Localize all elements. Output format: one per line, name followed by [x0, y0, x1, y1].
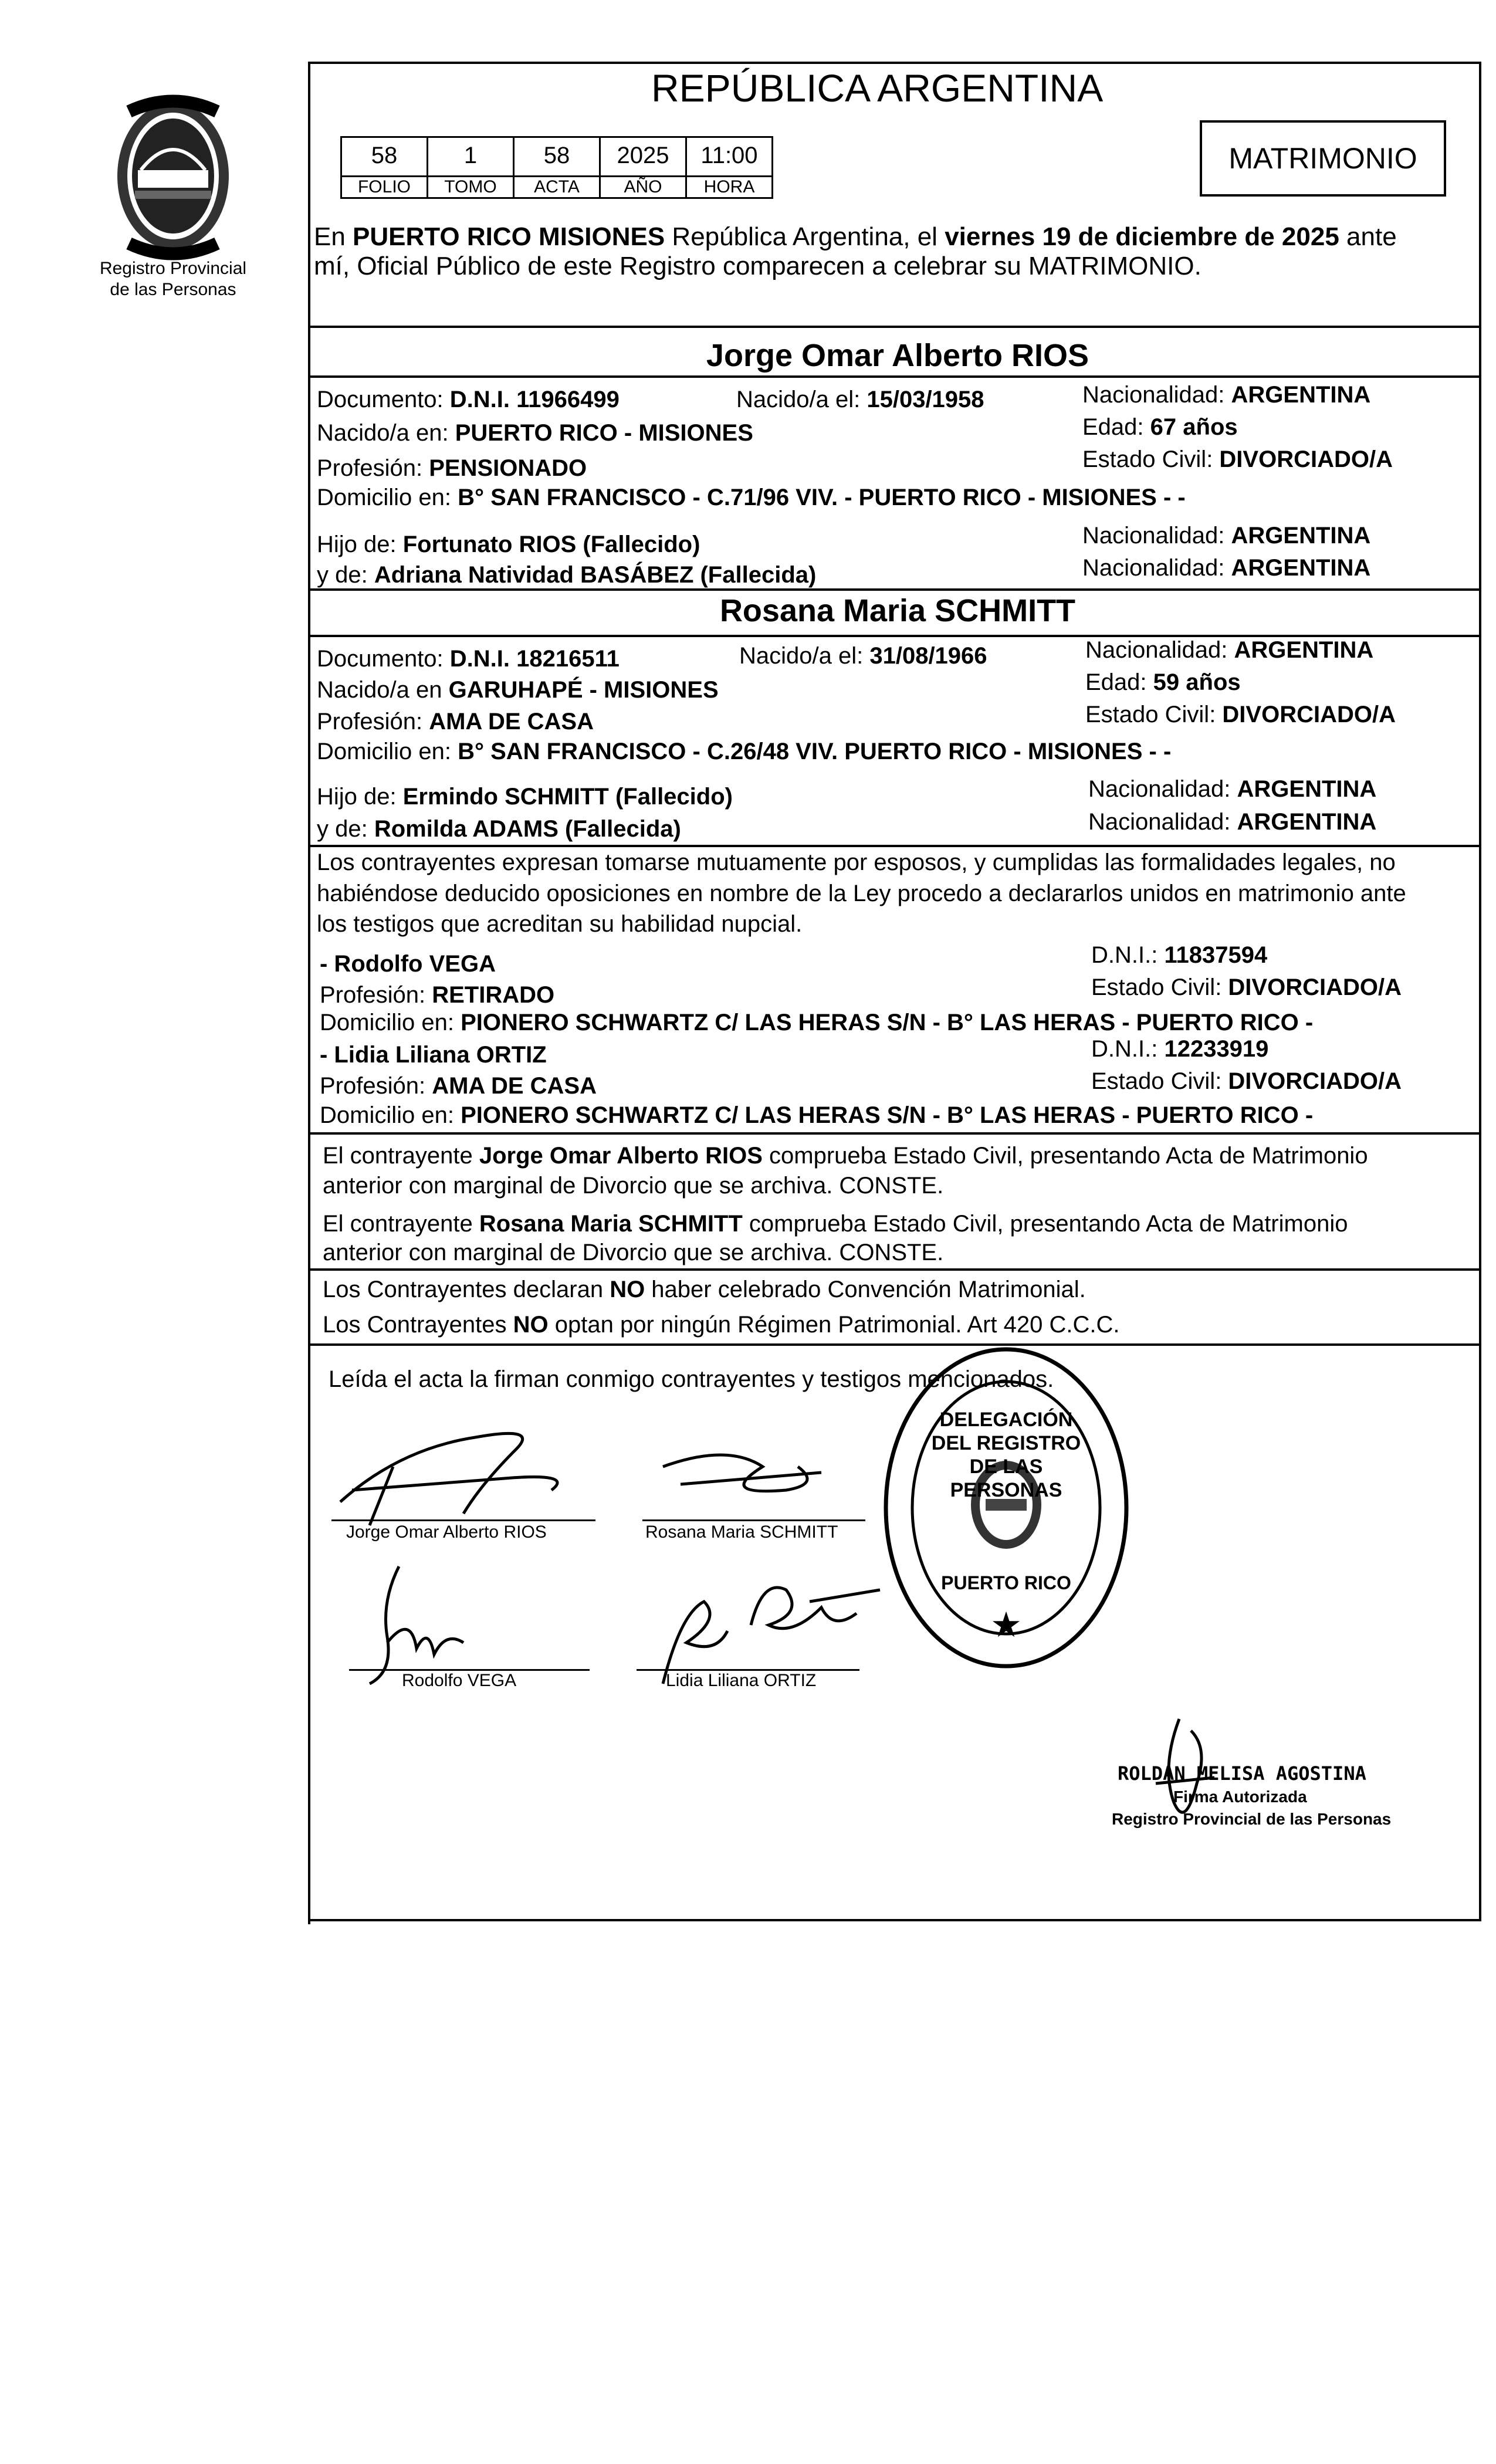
intro-place: PUERTO RICO MISIONES	[353, 222, 665, 251]
label-estado-civil: Estado Civil:	[1091, 1068, 1228, 1094]
spouse2-birthplace	[317, 676, 719, 703]
regime1-prefix: Los Contrayentes declaran	[323, 1277, 610, 1302]
spouse2-dni: D.N.I. 18216511	[449, 646, 620, 672]
signature-label-1: Jorge Omar Alberto RIOS	[346, 1522, 547, 1542]
regime1-no: NO	[610, 1277, 645, 1302]
spouse2-birthdate	[739, 642, 987, 669]
label-estado-civil: Estado Civil:	[1085, 702, 1223, 727]
spouse2-nationality-value: ARGENTINA	[1234, 637, 1374, 663]
closing-text: Leída el acta la firman conmigo contrayentes y testigos mencionados.	[329, 1366, 1054, 1392]
signature-label-3: Rodolfo VEGA	[402, 1671, 517, 1690]
spouse2-civil-status-value: DIVORCIADO/A	[1222, 702, 1396, 727]
spouse2-document	[317, 645, 620, 672]
witness1-name-value: - Rodolfo VEGA	[320, 951, 496, 977]
tomo-label: TOMO	[427, 175, 515, 199]
registry-name-line1: Registro Provincial	[99, 259, 247, 278]
label-nacionalidad: Nacionalidad:	[1082, 555, 1231, 581]
label-nacionalidad: Nacionalidad:	[1088, 776, 1237, 802]
label-nacionalidad: Nacionalidad:	[1082, 523, 1231, 549]
witness2-name	[320, 1041, 547, 1068]
spouse1-profession-value: PENSIONADO	[429, 455, 587, 481]
folio-value: 58	[340, 136, 428, 177]
declaration-line3: los testigos que acreditan su habilidad nupcial.	[317, 911, 803, 937]
label-estado-civil: Estado Civil:	[1091, 974, 1228, 1000]
spouse1-name: Jorge Omar Alberto RIOS	[706, 338, 1089, 373]
note1-suffix: comprueba Estado Civil, presentando Acta de Matrimonio	[762, 1143, 1368, 1169]
witness1-name	[320, 950, 496, 977]
label-nacionalidad: Nacionalidad:	[1088, 809, 1237, 835]
declaration-line1: Los contrayentes expresan tomarse mutuamente por esposos, y cumplidas las formalidades legales, no	[317, 849, 1396, 875]
spouse2-birth-place: GARUHAPÉ - MISIONES	[448, 677, 719, 703]
witness1-dni-value: 11837594	[1164, 942, 1268, 968]
spouse2-profession-value: AMA DE CASA	[429, 709, 594, 735]
label-profesion: Profesión:	[317, 455, 429, 481]
witness2-civil-status-value: DIVORCIADO/A	[1228, 1068, 1402, 1094]
note2-prefix: El contrayente	[323, 1211, 479, 1237]
label-hijo-de: Hijo de:	[317, 532, 403, 557]
spouse2-mother	[317, 815, 681, 842]
spouse1-document	[317, 386, 620, 413]
witness2-address	[320, 1102, 1313, 1129]
witness1-address	[320, 1009, 1313, 1036]
witness2-dni-value: 12233919	[1164, 1036, 1269, 1062]
label-hijo-de: Hijo de:	[317, 784, 403, 810]
spouse2-nationality	[1085, 637, 1373, 664]
witness1-civil-status	[1091, 974, 1402, 1001]
spouse1-father-nationality	[1082, 522, 1370, 549]
label-nacido-en: Nacido/a en:	[317, 420, 455, 446]
signature-scribble-icon	[645, 1431, 857, 1525]
label-edad: Edad:	[1085, 669, 1153, 695]
spouse2-age	[1085, 669, 1241, 696]
spouse1-civil-status	[1082, 446, 1393, 473]
label-y-de: y de:	[317, 562, 374, 588]
label-profesion: Profesión:	[317, 709, 429, 735]
signature-label-4: Lidia Liliana ORTIZ	[666, 1671, 817, 1690]
seal-text: DELEGACIÓN DEL REGISTRO DE LAS PERSONAS	[931, 1409, 1081, 1501]
act-type: MATRIMONIO	[1228, 142, 1417, 175]
label-nacido-el: Nacido/a el:	[739, 643, 870, 669]
regime-line1	[323, 1276, 1086, 1303]
witness2-profession	[320, 1072, 597, 1099]
intro-line1	[314, 222, 1397, 252]
declaration-line2: habiéndose deducido oposiciones en nombre de la Ley procedo a declararlos unidos en matrimonio ante	[317, 881, 1406, 906]
registry-emblem	[88, 94, 258, 264]
spouse1-mother-value: Adriana Natividad BASÁBEZ (Fallecida)	[374, 562, 817, 588]
label-nacionalidad: Nacionalidad:	[1082, 382, 1231, 408]
regime2-prefix: Los Contrayentes	[323, 1312, 513, 1338]
label-documento: Documento:	[317, 387, 450, 412]
witness1-civil-status-value: DIVORCIADO/A	[1228, 974, 1402, 1000]
spouse1-birthplace	[317, 419, 753, 446]
anio-label: AÑO	[599, 175, 687, 199]
label-profesion: Profesión:	[320, 1073, 432, 1099]
spouse1-nationality-value: ARGENTINA	[1231, 382, 1371, 408]
spouse1-birth-date: 15/03/1958	[867, 387, 984, 412]
spouse1-age-value: 67 años	[1150, 414, 1238, 440]
intro-p2: República Argentina, el	[665, 222, 945, 251]
intro-p3: ante	[1339, 222, 1397, 251]
official-office: Registro Provincial de las Personas	[1112, 1810, 1392, 1828]
seal-icon	[880, 1343, 1132, 1672]
spouse2-mother-nationality-value: ARGENTINA	[1237, 809, 1377, 835]
note2-suffix: comprueba Estado Civil, presentando Acta de Matrimonio	[742, 1211, 1348, 1237]
spouse1-birthdate	[736, 386, 984, 413]
regime2-no: NO	[513, 1312, 549, 1338]
regime2-suffix: optan por ningún Régimen Patrimonial. Art 420 C.C.C.	[548, 1312, 1120, 1338]
spouse2-address	[317, 738, 1171, 765]
acta-value: 58	[513, 136, 601, 177]
note1-line1	[323, 1142, 1368, 1169]
note2-line1	[323, 1210, 1348, 1237]
note1-line2: anterior con marginal de Divorcio que se archiva. CONSTE.	[323, 1173, 944, 1199]
spouse1-father-value: Fortunato RIOS (Fallecido)	[402, 532, 700, 557]
spouse1-address	[317, 484, 1186, 511]
spouse1-father	[317, 531, 700, 558]
spouse1-birth-place: PUERTO RICO - MISIONES	[455, 420, 753, 446]
spouse2-civil-status	[1085, 701, 1396, 728]
spouse2-mother-nationality	[1088, 808, 1376, 835]
spouse1-mother-nationality-value: ARGENTINA	[1231, 555, 1371, 581]
label-domicilio: Domicilio en:	[317, 485, 458, 510]
spouse2-father-nationality	[1088, 776, 1376, 803]
spouse1-dni: D.N.I. 11966499	[449, 387, 620, 412]
witness2-name-value: - Lidia Liliana ORTIZ	[320, 1042, 547, 1068]
label-estado-civil: Estado Civil:	[1082, 446, 1220, 472]
witness1-profession	[320, 981, 554, 1008]
witness2-civil-status	[1091, 1068, 1402, 1095]
spouse2-address-value: B° SAN FRANCISCO - C.26/48 VIV. PUERTO RICO - MISIONES - -	[458, 739, 1172, 764]
label-y-de: y de:	[317, 816, 374, 842]
spouse1-nationality	[1082, 381, 1370, 408]
intro-date: viernes 19 de diciembre de 2025	[945, 222, 1339, 251]
label-domicilio: Domicilio en:	[320, 1010, 461, 1035]
witness1-dni	[1091, 942, 1267, 969]
label-profesion: Profesión:	[320, 982, 432, 1008]
label-nacido-en: Nacido/a en	[317, 677, 449, 703]
label-domicilio: Domicilio en:	[320, 1102, 461, 1128]
province-emblem-icon	[88, 94, 258, 264]
hora-value: 11:00	[685, 136, 773, 177]
signature-label-2: Rosana Maria SCHMITT	[645, 1522, 838, 1542]
act-type-box	[1200, 120, 1446, 197]
anio-value: 2025	[599, 136, 687, 177]
spouse1-mother	[317, 561, 816, 588]
note2-line2: anterior con marginal de Divorcio que se archiva. CONSTE.	[323, 1240, 944, 1265]
registry-seal	[880, 1343, 1132, 1672]
intro-p1: En	[314, 222, 353, 251]
tomo-value: 1	[427, 136, 515, 177]
seal-city: PUERTO RICO	[941, 1572, 1071, 1593]
spouse1-age	[1082, 414, 1238, 441]
witness2-address-value: PIONERO SCHWARTZ C/ LAS HERAS S/N - B° LAS HERAS - PUERTO RICO -	[461, 1102, 1314, 1128]
spouse2-age-value: 59 años	[1153, 669, 1241, 695]
spouse2-birth-date: 31/08/1966	[869, 643, 987, 669]
label-nacido-el: Nacido/a el:	[736, 387, 867, 412]
spouse2-father	[317, 783, 733, 810]
spouse1-father-nationality-value: ARGENTINA	[1231, 523, 1371, 549]
spouse1-mother-nationality	[1082, 554, 1370, 581]
spouse2-father-nationality-value: ARGENTINA	[1237, 776, 1377, 802]
official-role: Firma Autorizada	[1173, 1788, 1307, 1806]
signature-scribble-icon	[329, 1414, 598, 1531]
witness1-profession-value: RETIRADO	[432, 982, 555, 1008]
hora-label: HORA	[685, 175, 773, 199]
folio-label: FOLIO	[340, 175, 428, 199]
note2-name: Rosana Maria SCHMITT	[479, 1211, 743, 1237]
spouse2-mother-value: Romilda ADAMS (Fallecida)	[374, 816, 681, 842]
regime1-suffix: haber celebrado Convención Matrimonial.	[645, 1277, 1086, 1302]
witness2-dni	[1091, 1035, 1268, 1062]
regime-line2	[323, 1311, 1120, 1338]
official-name: ROLDAN MELISA AGOSTINA	[1118, 1762, 1366, 1785]
witness2-profession-value: AMA DE CASA	[432, 1073, 597, 1099]
label-domicilio: Domicilio en:	[317, 739, 458, 764]
note1-prefix: El contrayente	[323, 1143, 479, 1169]
spouse1-civil-status-value: DIVORCIADO/A	[1219, 446, 1393, 472]
intro-line2: mí, Oficial Público de este Registro comparecen a celebrar su MATRIMONIO.	[314, 252, 1201, 280]
spouse2-name: Rosana Maria SCHMITT	[719, 593, 1076, 628]
country-title: REPÚBLICA ARGENTINA	[651, 66, 1104, 110]
acta-label: ACTA	[513, 175, 601, 199]
label-edad: Edad:	[1082, 414, 1150, 440]
witness1-address-value: PIONERO SCHWARTZ C/ LAS HERAS S/N - B° LAS HERAS - PUERTO RICO -	[461, 1010, 1314, 1035]
svg-text:★: ★	[990, 1605, 1022, 1646]
spouse1-address-value: B° SAN FRANCISCO - C.71/96 VIV. - PUERTO RICO - MISIONES - -	[458, 485, 1186, 510]
note1-name: Jorge Omar Alberto RIOS	[479, 1143, 763, 1169]
label-dni: D.N.I.:	[1091, 1036, 1165, 1062]
label-nacionalidad: Nacionalidad:	[1085, 637, 1234, 663]
spouse2-father-value: Ermindo SCHMITT (Fallecido)	[402, 784, 733, 810]
label-dni: D.N.I.:	[1091, 942, 1165, 968]
registry-name-line2: de las Personas	[110, 280, 236, 299]
spouse2-profession	[317, 708, 594, 735]
spouse1-profession	[317, 455, 587, 482]
label-documento: Documento:	[317, 646, 450, 672]
